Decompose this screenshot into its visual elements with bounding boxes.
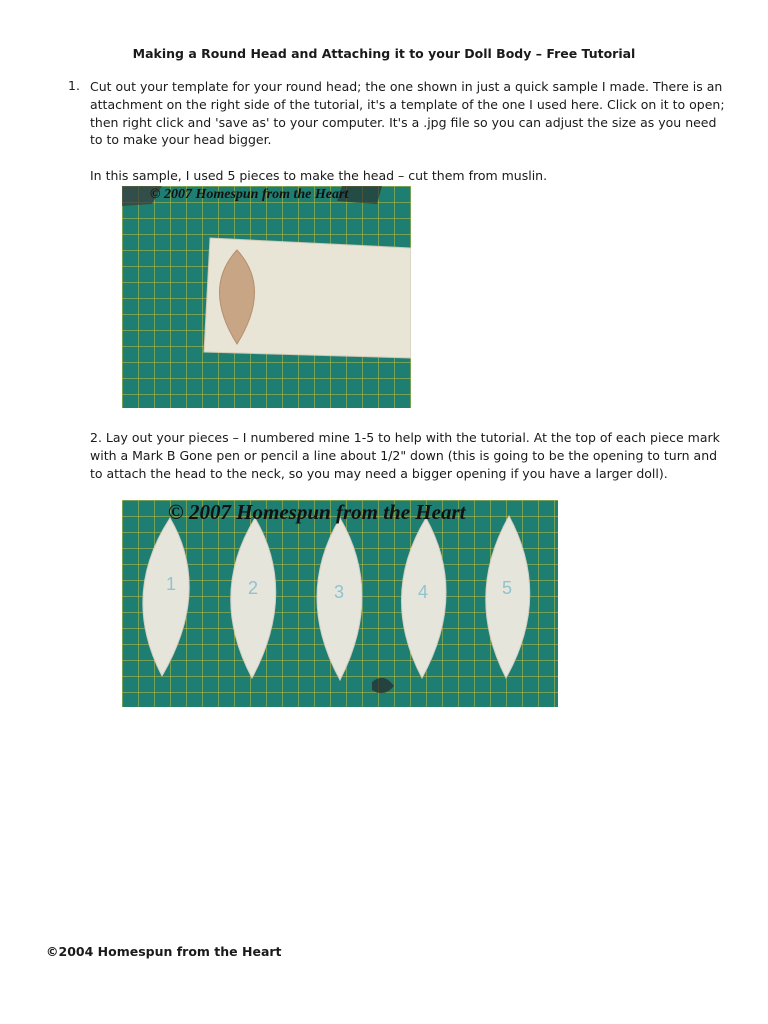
photo-template-on-muslin xyxy=(122,186,411,408)
step-2-text: 2. Lay out your pieces – I numbered mine 1-5 to help with the tutorial. At the top of each piece mark with a Mark B Gone pen or pencil a line about 1/2" down (this is going to be the opening to turn and to attach the head to the neck, so you may need a bigger opening if you have a larger doll). xyxy=(90,430,720,481)
footer-copyright: ©2004 Homespun from the Heart xyxy=(46,944,282,959)
piece-number-4: 4 xyxy=(418,582,429,602)
piece-number-5: 5 xyxy=(502,578,513,598)
piece-number-2: 2 xyxy=(248,578,259,598)
photo1-watermark: © 2007 Homespun from the Heart xyxy=(150,187,349,202)
sample-note-text: In this sample, I used 5 pieces to make the head – cut them from muslin. xyxy=(90,168,548,183)
piece-number-3: 3 xyxy=(334,582,345,602)
photo-five-head-pieces xyxy=(122,500,558,707)
photo2-watermark: © 2007 Homespun from the Heart xyxy=(168,500,466,524)
piece-number-1: 1 xyxy=(166,574,177,594)
step-1-text: Cut out your template for your round head; the one shown in just a quick sample I made. There is an attachment on the right side of the tutorial, it's a template of the one I used here. Click on it to open; then right click and 'save as' to your computer. It's a .jpg file so you can adjust the size as you need to to make your head bigger. xyxy=(90,79,725,148)
page-title: Making a Round Head and Attaching it to your Doll Body – Free Tutorial xyxy=(132,46,636,61)
step-1-number: 1. xyxy=(68,78,80,93)
